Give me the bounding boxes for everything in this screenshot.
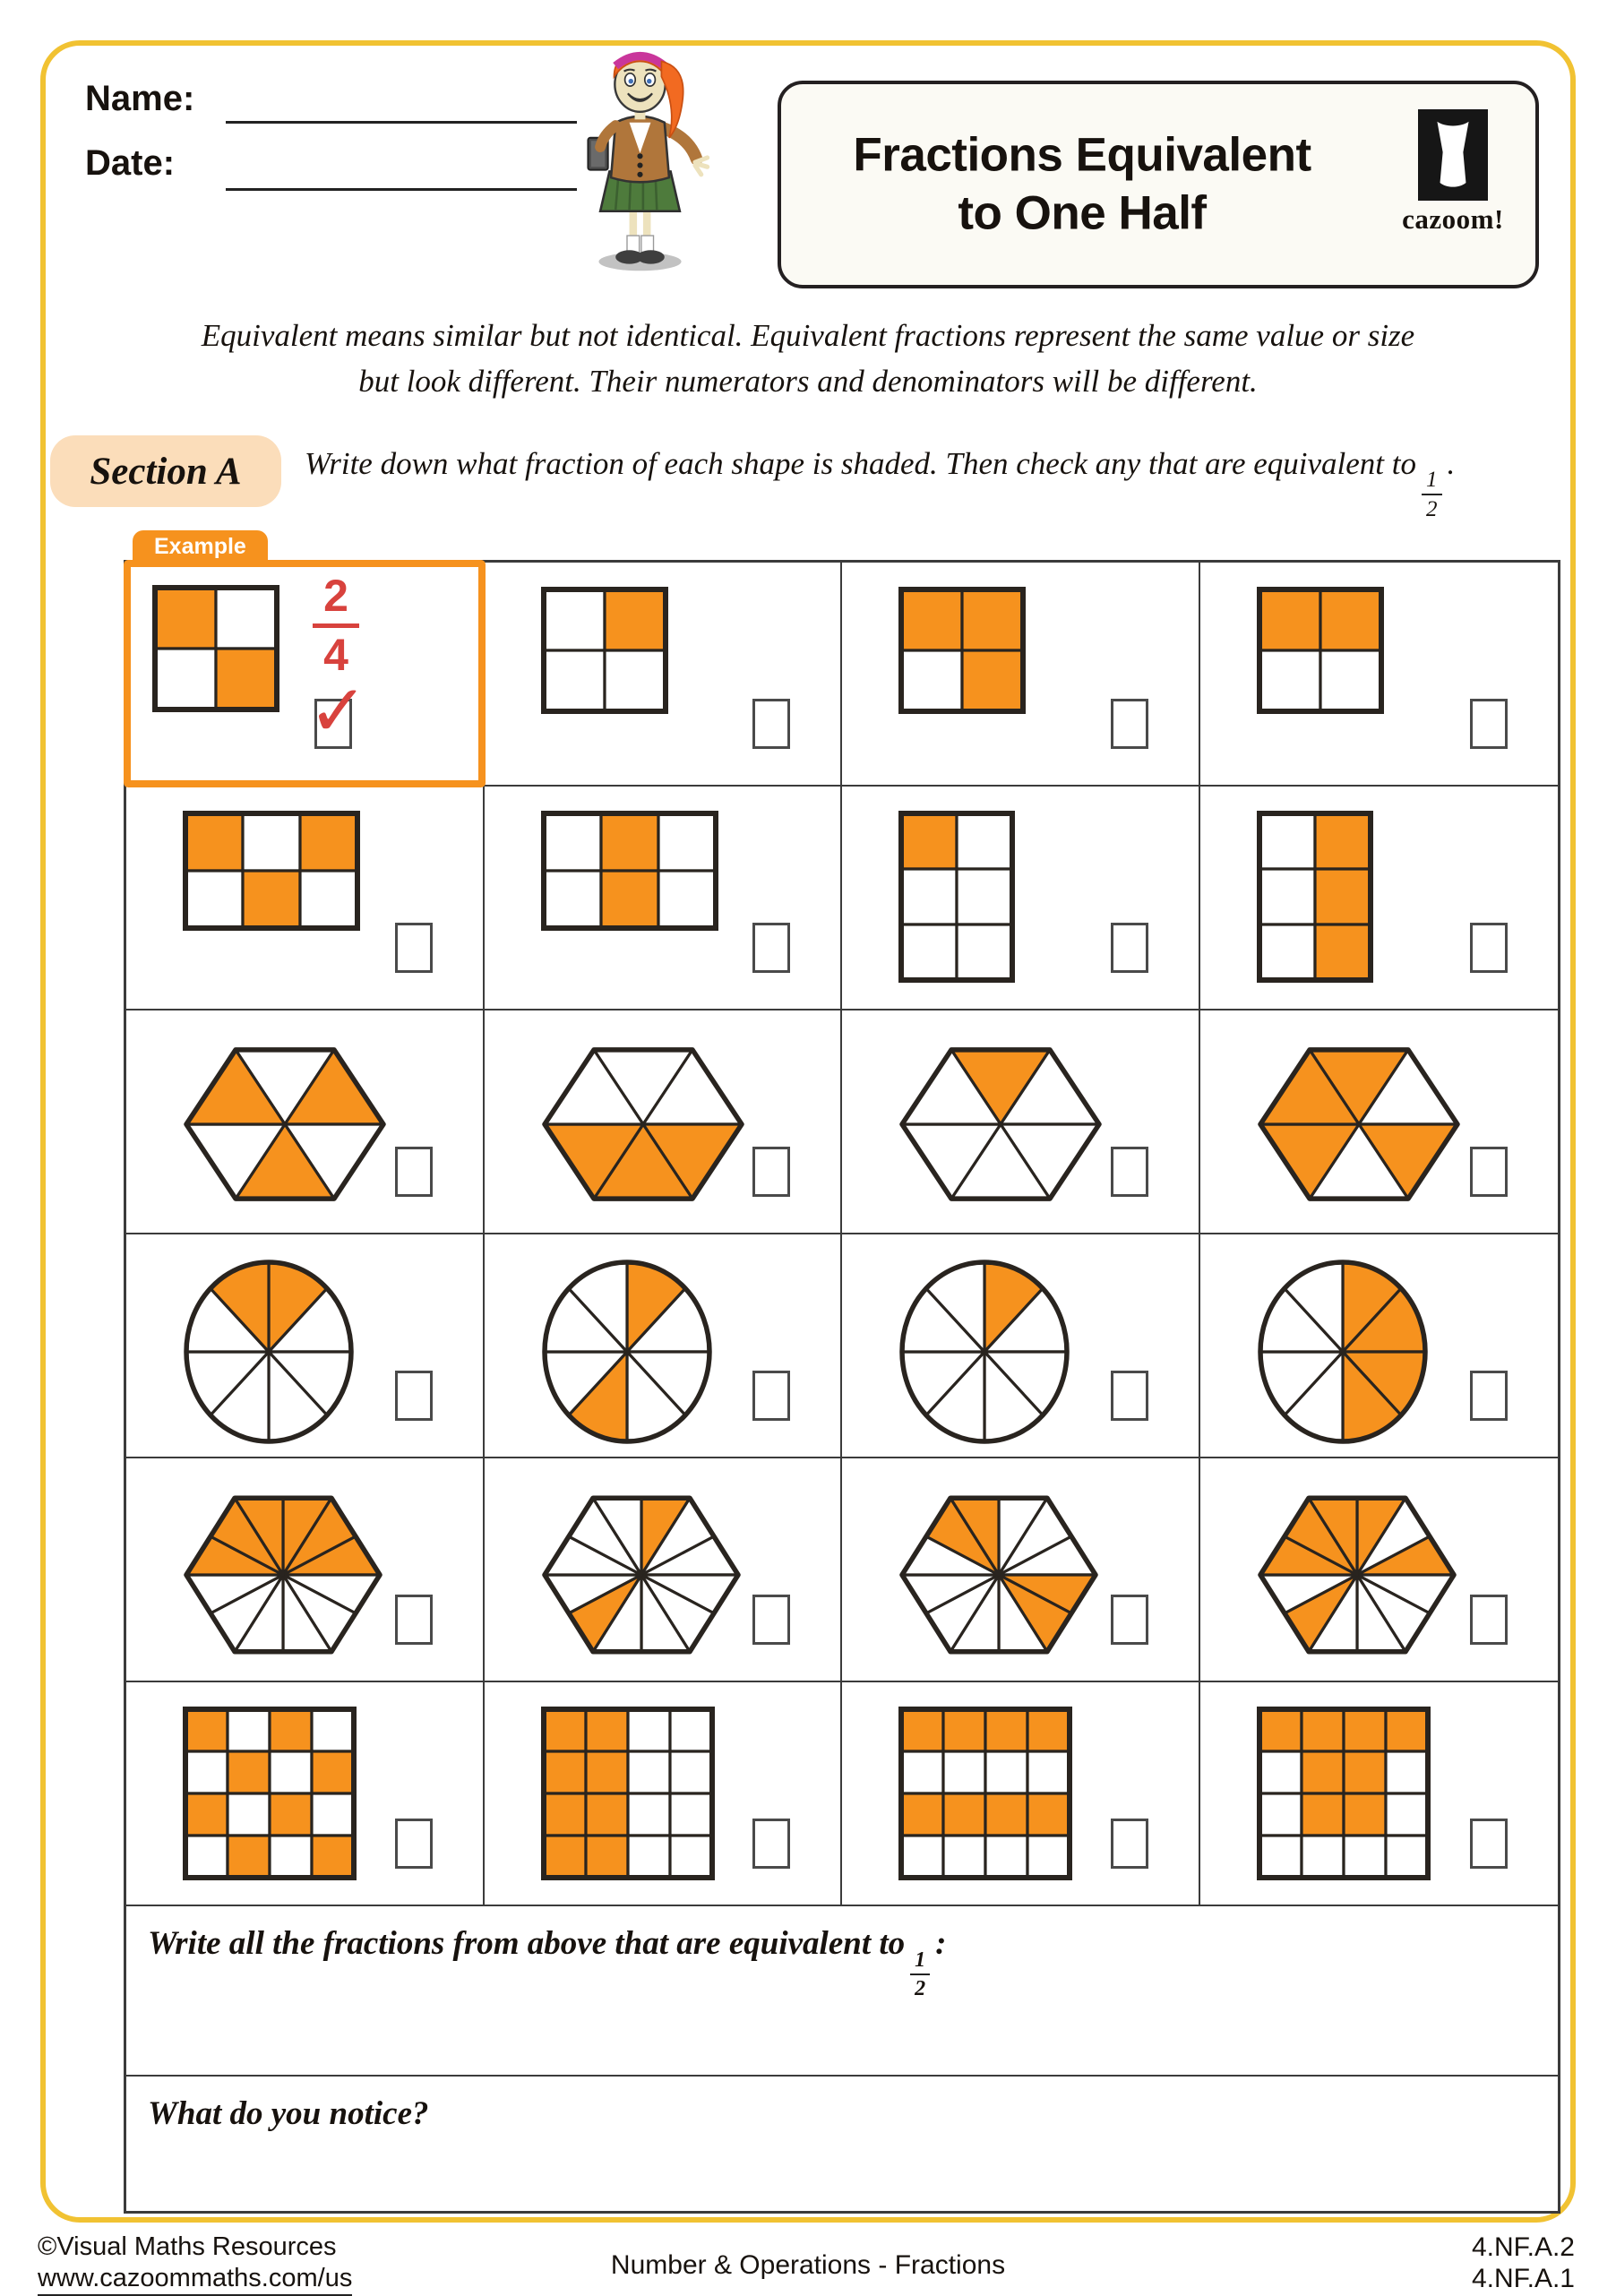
fraction-cell	[842, 1010, 1200, 1234]
cazoom-logo	[1390, 109, 1516, 236]
intro-line-1: Equivalent means similar but not identical. Equivalent fractions represent the same value or size	[201, 318, 1415, 353]
equivalent-checkbox[interactable]	[752, 923, 790, 973]
fraction-cell	[126, 1682, 485, 1906]
footer-standard-2: 4.NF.A.1	[1471, 2264, 1575, 2293]
equivalent-checkbox[interactable]	[752, 699, 790, 749]
circle8-shape	[182, 1258, 356, 1450]
hex6-shape	[182, 1034, 388, 1219]
equivalent-checkbox[interactable]	[1111, 1371, 1148, 1421]
fraction-cell	[485, 1234, 843, 1458]
equivalent-checkbox[interactable]	[1470, 699, 1508, 749]
intro-line-2: but look different. Their numerators and denominators will be different.	[358, 363, 1258, 399]
footer-topic: Number & Operations - Fractions	[610, 2250, 1006, 2280]
fraction-cell	[1200, 563, 1559, 787]
grid-shape	[540, 1706, 716, 1886]
footer-website-link[interactable]: www.cazoommaths.com/us	[38, 2264, 352, 2296]
fraction-cell	[842, 563, 1200, 787]
fraction-cell	[485, 563, 843, 787]
worksheet-title	[808, 126, 1356, 242]
fraction-cell	[1200, 1234, 1559, 1458]
fraction-cell	[126, 1234, 485, 1458]
what-do-you-notice-prompt[interactable]	[126, 2077, 1558, 2211]
equivalent-checkbox[interactable]	[395, 1147, 433, 1197]
grid-shape	[1256, 586, 1385, 719]
cazoom-logo-text: cazoom!	[1402, 203, 1504, 235]
grid-shape	[540, 810, 719, 936]
title-line-1: Fractions Equivalent	[853, 128, 1311, 182]
equivalent-checkbox[interactable]	[752, 1371, 790, 1421]
equivalent-checkbox[interactable]	[1470, 1819, 1508, 1869]
date-input-line[interactable]	[226, 157, 577, 191]
fraction-one-half: $\frac{1}{2}$	[1422, 469, 1442, 520]
intro-text	[54, 314, 1562, 405]
equivalent-checkbox[interactable]	[395, 923, 433, 973]
equivalent-checkbox[interactable]	[395, 1371, 433, 1421]
example-fraction: $\frac{2}{4}$	[304, 572, 368, 680]
fraction-cell	[126, 787, 485, 1010]
notice-text: What do you notice?	[148, 2095, 429, 2132]
grid-shape	[898, 1706, 1073, 1886]
footer-standard-1: 4.NF.A.2	[1471, 2232, 1575, 2262]
fraction-cell	[485, 1682, 843, 1906]
equivalent-checkbox[interactable]	[752, 1595, 790, 1645]
hex6-shape	[540, 1034, 746, 1219]
example-cell	[126, 534, 485, 787]
fraction-cell	[126, 1010, 485, 1234]
fraction-cell	[842, 1682, 1200, 1906]
fraction-cell	[842, 1458, 1200, 1682]
equivalent-checkbox[interactable]	[752, 1147, 790, 1197]
grid-shape	[1256, 810, 1374, 988]
title-line-2: to One Half	[958, 186, 1207, 239]
circle8-shape	[898, 1258, 1071, 1450]
equivalent-checkbox[interactable]	[1111, 923, 1148, 973]
equivalent-checkbox[interactable]	[1470, 1371, 1508, 1421]
circle8-shape	[1256, 1258, 1430, 1450]
equivalent-checkbox[interactable]	[1470, 923, 1508, 973]
equivalent-checkbox[interactable]	[1111, 1819, 1148, 1869]
grid-shape	[1256, 1706, 1431, 1886]
equivalent-checkbox[interactable]	[395, 1819, 433, 1869]
write-all-fractions-prompt[interactable]	[126, 1906, 1558, 2077]
section-instruction-text: Write down what fraction of each shape is shaded. Then check any that are equivalent to	[305, 446, 1416, 481]
equivalent-checkbox[interactable]	[1111, 1595, 1148, 1645]
equivalent-checkbox[interactable]	[1111, 1147, 1148, 1197]
example-tab: Example	[133, 530, 268, 567]
fraction-cell	[1200, 1458, 1559, 1682]
write-all-text: Write all the fractions from above that are equivalent to	[148, 1925, 906, 1962]
fraction-cell	[1200, 1682, 1559, 1906]
hex6-shape	[1256, 1034, 1462, 1219]
fraction-one-half: $\frac{1}{2}$	[910, 1949, 930, 1999]
equivalent-checkbox[interactable]	[395, 1595, 433, 1645]
equivalent-checkbox[interactable]	[752, 1819, 790, 1869]
red-checkmark-icon: ✓	[308, 669, 369, 752]
hex12-shape	[540, 1482, 743, 1673]
circle8-shape	[540, 1258, 714, 1450]
cazoom-glass-icon	[1418, 109, 1488, 201]
equivalent-checkbox[interactable]	[1470, 1147, 1508, 1197]
answer-grid	[124, 534, 1560, 2214]
title-box	[778, 81, 1539, 288]
grid-shape	[540, 586, 669, 719]
hex12-shape	[898, 1482, 1100, 1673]
date-label: Date:	[85, 143, 176, 183]
equivalent-checkbox[interactable]	[308, 669, 369, 752]
hex12-shape	[182, 1482, 384, 1673]
grid-shape	[182, 810, 361, 936]
equivalent-checkbox[interactable]	[1111, 699, 1148, 749]
student-cartoon-illustration	[548, 43, 732, 272]
section-a-instruction	[305, 446, 1589, 520]
grid-shape	[898, 586, 1027, 719]
hex6-shape	[898, 1034, 1104, 1219]
footer-copyright: ©Visual Maths Resources	[38, 2232, 337, 2261]
name-input-line[interactable]	[226, 90, 577, 124]
fraction-cell	[485, 1010, 843, 1234]
grid-shape	[151, 584, 280, 718]
hex12-shape	[1256, 1482, 1458, 1673]
fraction-cell	[485, 787, 843, 1010]
write-all-suffix: :	[935, 1925, 947, 1962]
equivalent-checkbox[interactable]	[1470, 1595, 1508, 1645]
grid-shape	[182, 1706, 357, 1886]
fraction-cell	[1200, 1010, 1559, 1234]
fraction-cell	[1200, 787, 1559, 1010]
fraction-cell	[842, 787, 1200, 1010]
section-a-label: Section A	[50, 435, 281, 507]
fraction-cell	[485, 1458, 843, 1682]
fraction-cell	[126, 1458, 485, 1682]
section-instruction-suffix: .	[1447, 446, 1456, 481]
grid-shape	[898, 810, 1016, 988]
fraction-cell	[842, 1234, 1200, 1458]
name-label: Name:	[85, 79, 195, 118]
